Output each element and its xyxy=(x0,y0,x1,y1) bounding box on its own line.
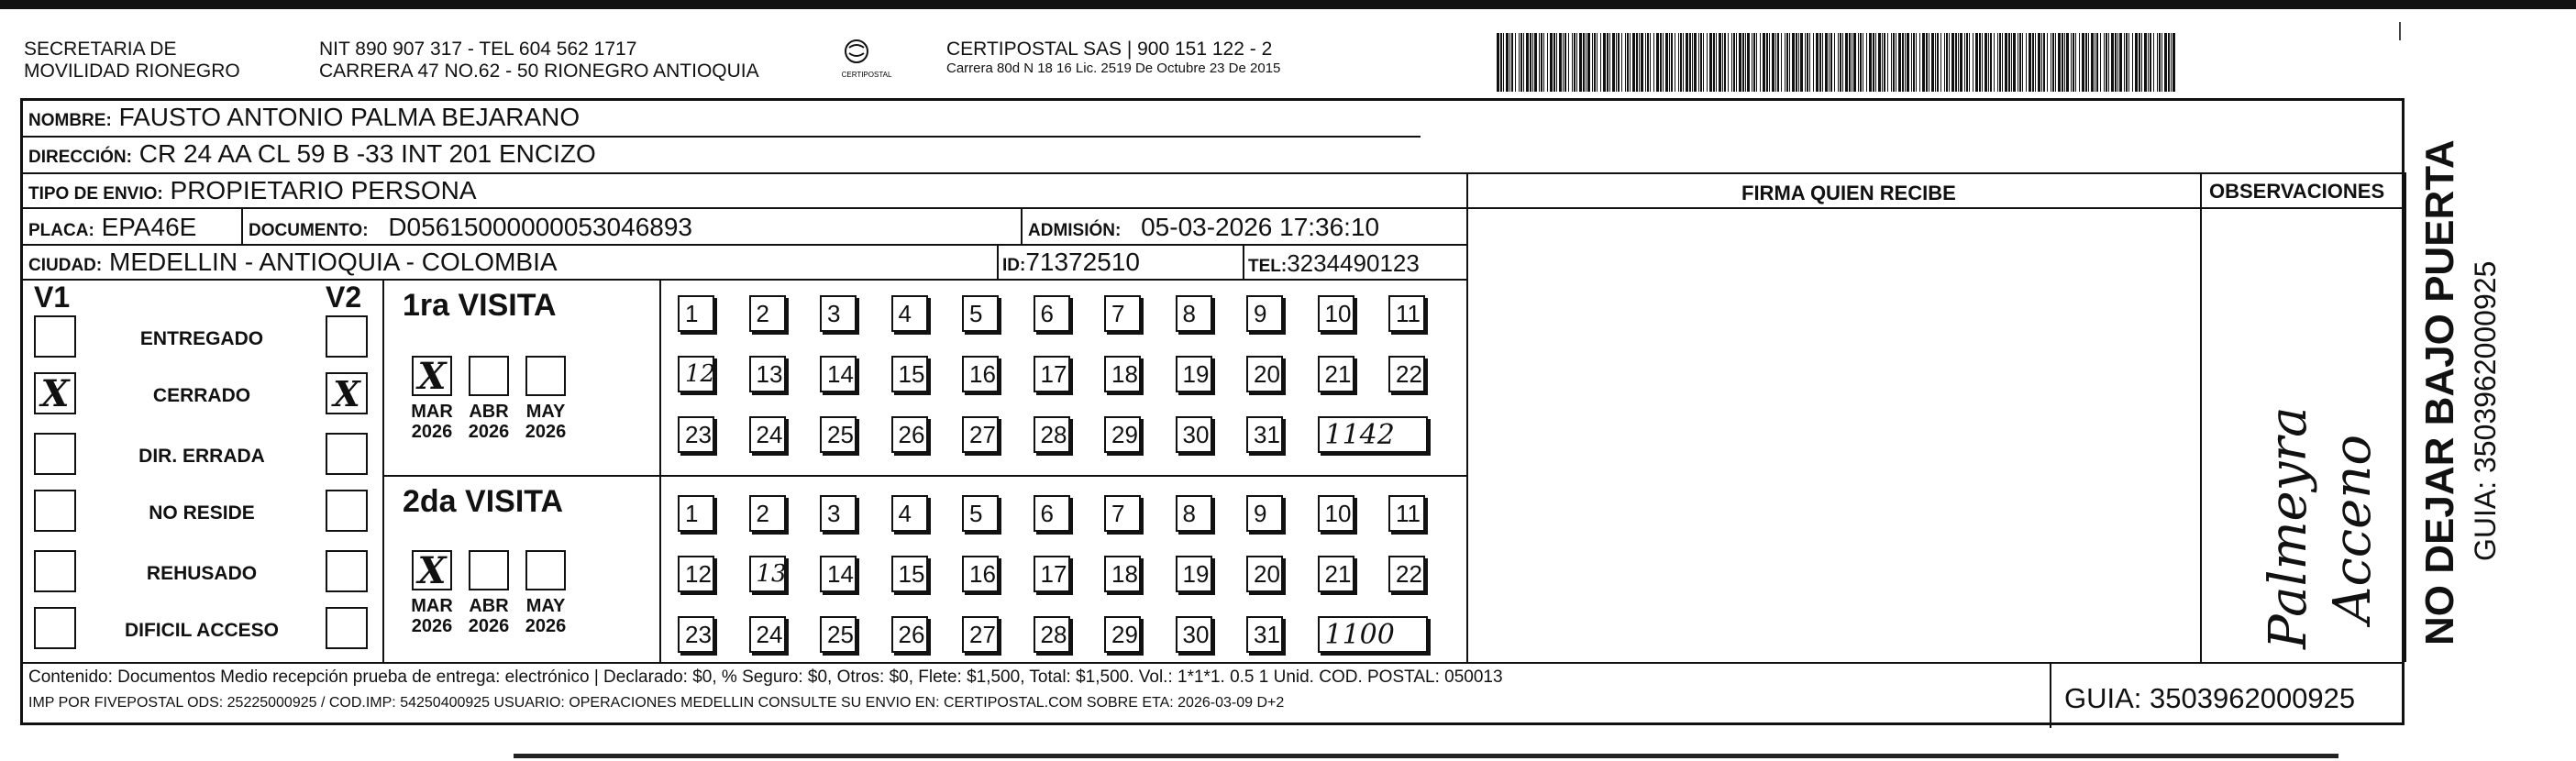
send-type-row xyxy=(28,176,477,205)
month-year: 2026 xyxy=(468,616,510,636)
delivery-form xyxy=(20,98,2405,725)
day-box[interactable]: 31 xyxy=(1246,416,1283,453)
day-box[interactable]: 27 xyxy=(962,616,999,653)
month-name: ABR xyxy=(469,596,509,616)
day-box[interactable]: 17 xyxy=(1034,356,1070,392)
day-box[interactable]: 21 xyxy=(1318,556,1354,592)
day-box[interactable]: 29 xyxy=(1104,616,1141,653)
day-box[interactable]: 25 xyxy=(820,616,857,653)
top-border xyxy=(0,0,2576,9)
month-label xyxy=(518,402,573,442)
v2-checkbox[interactable] xyxy=(326,607,368,649)
day-box[interactable]: 15 xyxy=(891,556,928,592)
nit-line: NIT 890 907 317 - TEL 604 562 1717 xyxy=(319,39,637,60)
tel-label: TEL: xyxy=(1248,257,1288,276)
no-dejar-warning: NO DEJAR BAJO PUERTA xyxy=(2417,139,2462,645)
observations-signature xyxy=(2204,284,2400,651)
month-checkbox[interactable]: X xyxy=(412,550,452,590)
day-box[interactable]: 20 xyxy=(1246,356,1283,392)
month-checkbox[interactable] xyxy=(525,356,566,396)
tel-value: 3234490123 xyxy=(1287,249,1420,277)
plate-label: PLACA: xyxy=(28,221,94,240)
address-row xyxy=(28,139,596,169)
v2-checkbox[interactable] xyxy=(326,550,368,592)
month-year: 2026 xyxy=(411,616,453,636)
city-row xyxy=(28,248,558,277)
address-value: CR 24 AA CL 59 B -33 INT 201 ENCIZO xyxy=(138,139,596,168)
day-box[interactable]: 2 xyxy=(749,295,786,332)
v1-checkbox[interactable] xyxy=(34,433,76,475)
day-box[interactable]: 1 xyxy=(678,495,714,532)
v1-checkbox[interactable] xyxy=(34,607,76,649)
visit2-title: 2da VISITA xyxy=(403,484,564,519)
day-box[interactable]: 2 xyxy=(749,495,786,532)
tel-row xyxy=(1248,249,1420,278)
admission-row xyxy=(1028,213,1379,242)
day-box[interactable]: 28 xyxy=(1034,616,1070,653)
day-box[interactable]: 24 xyxy=(749,416,786,453)
status-label: CERRADO xyxy=(152,385,251,406)
day-box[interactable]: 18 xyxy=(1104,356,1141,392)
org-line2: MOVILIDAD RIONEGRO xyxy=(24,61,240,82)
month-name: MAR xyxy=(411,402,453,422)
day-box[interactable]: 26 xyxy=(891,616,928,653)
visit1-title: 1ra VISITA xyxy=(403,288,557,323)
footer-line2: IMP POR FIVEPOSTAL ODS: 25225000925 / COD.IMP: 54250400925 USUARIO: OPERACIONES MEDELLIN CONSULTE SU ENVIO EN: CERTIPOSTAL.COM SOBRE ETA: 2026-03-09 D+2 xyxy=(28,695,1285,711)
day-box[interactable]: 6 xyxy=(1034,495,1070,532)
certipostal-logo xyxy=(835,37,899,83)
status-label: DIFICIL ACCESO xyxy=(124,620,279,641)
day-box[interactable]: 13 xyxy=(749,556,786,592)
day-box[interactable]: 29 xyxy=(1104,416,1141,453)
month-label xyxy=(404,402,459,442)
month-checkbox[interactable]: X xyxy=(412,356,452,396)
v1-checkbox[interactable] xyxy=(34,550,76,592)
day-box[interactable]: 22 xyxy=(1388,356,1425,392)
admission-value: 05-03-2026 17:36:10 xyxy=(1141,213,1380,241)
day-box[interactable]: 10 xyxy=(1318,295,1354,332)
day-box[interactable]: 14 xyxy=(820,356,857,392)
plate-value: EPA46E xyxy=(101,213,197,241)
day-box[interactable]: 21 xyxy=(1318,356,1354,392)
nit-block xyxy=(319,39,759,83)
day-box[interactable]: 12 xyxy=(678,556,714,592)
day-box[interactable]: 5 xyxy=(962,495,999,532)
day-box[interactable]: 23 xyxy=(678,416,714,453)
day-box[interactable]: 8 xyxy=(1176,295,1212,332)
document-row xyxy=(249,213,692,242)
day-box[interactable]: 15 xyxy=(891,356,928,392)
org-block xyxy=(24,39,240,83)
courier-line1: CERTIPOSTAL SAS | 900 151 122 - 2 xyxy=(946,39,1273,60)
bottom-border xyxy=(514,754,2338,758)
address-label: DIRECCIÓN: xyxy=(28,148,132,167)
day-box[interactable]: 10 xyxy=(1318,495,1354,532)
day-box[interactable]: 4 xyxy=(891,295,928,332)
month-year: 2026 xyxy=(411,422,453,442)
admission-label: ADMISIÓN: xyxy=(1028,221,1122,240)
time-box[interactable]: 1100 xyxy=(1318,616,1428,653)
v1-checkbox[interactable]: X xyxy=(34,372,76,414)
day-box[interactable]: 17 xyxy=(1034,556,1070,592)
month-label xyxy=(518,596,573,636)
send-type-label: TIPO DE ENVIO: xyxy=(28,184,163,204)
courier-line2: Carrera 80d N 18 16 Lic. 2519 De Octubre 23 De 2015 xyxy=(946,61,1281,76)
day-box[interactable]: 3 xyxy=(820,495,857,532)
day-box[interactable]: 30 xyxy=(1176,416,1212,453)
day-box[interactable]: 26 xyxy=(891,416,928,453)
id-row xyxy=(1002,248,1140,277)
name-label: NOMBRE: xyxy=(28,111,112,130)
id-label: ID: xyxy=(1002,256,1026,275)
day-box[interactable]: 20 xyxy=(1246,556,1283,592)
status-label: REHUSADO xyxy=(146,563,258,584)
status-label: ENTREGADO xyxy=(139,328,264,349)
day-box[interactable]: 16 xyxy=(962,356,999,392)
send-type-value: PROPIETARIO PERSONA xyxy=(170,176,477,204)
name-value: FAUSTO ANTONIO PALMA BEJARANO xyxy=(118,103,580,131)
month-label xyxy=(404,596,459,636)
signature-header: FIRMA QUIEN RECIBE xyxy=(1741,182,1956,204)
v2-checkbox[interactable] xyxy=(326,490,368,532)
time-box[interactable]: 1142 xyxy=(1318,416,1428,453)
status-label: DIR. ERRADA xyxy=(138,446,265,467)
observations-header: OBSERVACIONES xyxy=(2209,180,2385,203)
day-box[interactable]: 19 xyxy=(1176,356,1212,392)
id-value: 71372510 xyxy=(1025,248,1140,276)
month-name: MAY xyxy=(525,402,566,422)
city-label: CIUDAD: xyxy=(28,256,103,275)
footer-line1: Contenido: Documentos Medio recepción prueba de entrega: electrónico | Declarado: $0, % Seguro: $0, Otros: $0, Flete: $1,500, Total: $1,500. Vol.: 1*1*1. 0.5 1 Unid. COD. POSTAL: 050013 xyxy=(28,667,1503,687)
month-checkbox[interactable] xyxy=(469,356,509,396)
day-box[interactable]: 27 xyxy=(962,416,999,453)
day-box[interactable]: 9 xyxy=(1246,495,1283,532)
day-box[interactable]: 7 xyxy=(1104,495,1141,532)
address-line: CARRERA 47 NO.62 - 50 RIONEGRO ANTIOQUIA xyxy=(319,61,759,82)
day-box[interactable]: 23 xyxy=(678,616,714,653)
side-guia: GUIA: 3503962000925 xyxy=(2469,260,2502,561)
footer-guia: GUIA: 3503962000925 xyxy=(2064,682,2356,714)
day-box[interactable]: 14 xyxy=(820,556,857,592)
name-row xyxy=(28,103,580,132)
day-box[interactable]: 31 xyxy=(1246,616,1283,653)
day-box[interactable]: 19 xyxy=(1176,556,1212,592)
v2-checkbox[interactable] xyxy=(326,433,368,475)
city-value: MEDELLIN - ANTIOQUIA - COLOMBIA xyxy=(109,248,558,276)
day-box[interactable]: 9 xyxy=(1246,295,1283,332)
month-name: MAR xyxy=(411,596,453,616)
courier-block xyxy=(946,39,1280,77)
day-box[interactable]: 18 xyxy=(1104,556,1141,592)
day-box[interactable]: 13 xyxy=(749,356,786,392)
sig-line2: Acceno xyxy=(2323,434,2383,623)
document-label: DOCUMENTO: xyxy=(249,221,369,240)
day-box[interactable]: 5 xyxy=(962,295,999,332)
month-label xyxy=(461,596,516,636)
day-box[interactable]: 1 xyxy=(678,295,714,332)
day-box[interactable]: 8 xyxy=(1176,495,1212,532)
day-box[interactable]: 30 xyxy=(1176,616,1212,653)
day-box[interactable]: 3 xyxy=(820,295,857,332)
day-box[interactable]: 22 xyxy=(1388,556,1425,592)
month-year: 2026 xyxy=(525,422,567,442)
document-value: D05615000000053046893 xyxy=(388,213,692,241)
v1-checkbox[interactable] xyxy=(34,315,76,358)
tick-mark xyxy=(2399,22,2401,40)
day-box[interactable]: 24 xyxy=(749,616,786,653)
day-box[interactable]: 11 xyxy=(1388,295,1425,332)
v1-checkbox[interactable] xyxy=(34,490,76,532)
sig-line1: Palmeyra xyxy=(2259,406,2318,649)
day-box[interactable]: 25 xyxy=(820,416,857,453)
barcode xyxy=(1497,33,2183,92)
v2-label: V2 xyxy=(326,281,362,314)
plate-row xyxy=(28,213,196,242)
month-year: 2026 xyxy=(468,422,510,442)
day-box[interactable]: 4 xyxy=(891,495,928,532)
day-box[interactable]: 16 xyxy=(962,556,999,592)
day-box[interactable]: 11 xyxy=(1388,495,1425,532)
day-box[interactable]: 12 xyxy=(678,356,714,392)
day-box[interactable]: 28 xyxy=(1034,416,1070,453)
v1-label: V1 xyxy=(34,281,71,314)
month-name: ABR xyxy=(469,402,509,422)
logo-text: CERTIPOSTAL xyxy=(841,71,892,79)
v2-checkbox[interactable]: X xyxy=(326,372,368,414)
month-year: 2026 xyxy=(525,616,567,636)
org-line1: SECRETARIA DE xyxy=(24,39,177,60)
status-label: NO RESIDE xyxy=(149,502,255,524)
month-checkbox[interactable] xyxy=(525,550,566,590)
day-box[interactable]: 6 xyxy=(1034,295,1070,332)
v2-checkbox[interactable] xyxy=(326,315,368,358)
month-label xyxy=(461,402,516,442)
month-name: MAY xyxy=(525,596,566,616)
month-checkbox[interactable] xyxy=(469,550,509,590)
day-box[interactable]: 7 xyxy=(1104,295,1141,332)
